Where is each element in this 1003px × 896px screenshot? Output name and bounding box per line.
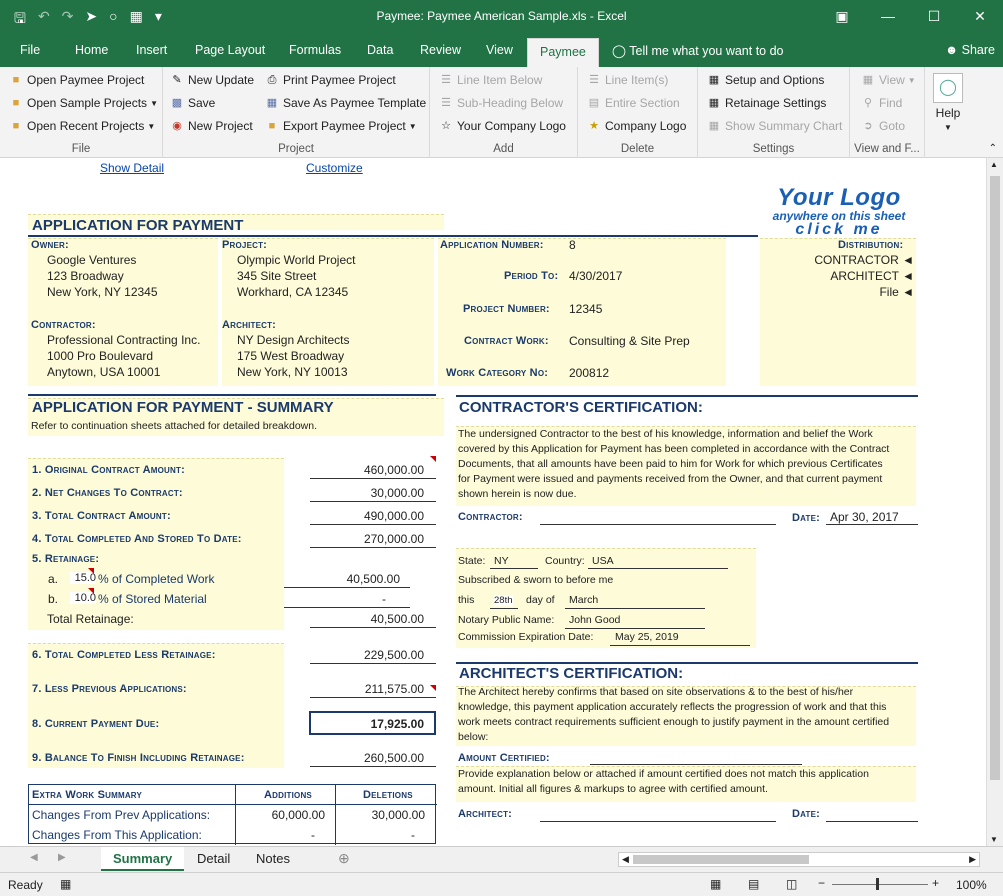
completed-less-retainage-value[interactable]: 229,500.00 (363, 648, 424, 662)
btn-label: Save As Paymee Template (283, 96, 427, 110)
window-controls (819, 0, 1003, 34)
underline (310, 663, 436, 664)
underline (610, 645, 750, 646)
state-value[interactable]: NY (494, 555, 509, 567)
architect-cert-text-1: The Architect hereby confirms that based on site observations & to the best of his/her (458, 686, 854, 698)
date-line (826, 524, 918, 525)
btn-label: Line Item Below (457, 73, 543, 87)
work-category-label: Work Category No: (446, 367, 549, 379)
project-number-value: 12345 (569, 302, 603, 316)
contract-work-label: Contract Work: (464, 335, 549, 347)
macro-record-icon[interactable]: ▦ (60, 877, 72, 891)
tab-insert[interactable]: Insert (136, 43, 168, 57)
line-item-icon: ☰ (441, 74, 451, 86)
open-paymee-project-button[interactable] (8, 73, 144, 87)
underline (565, 628, 705, 629)
owner-line-1: Google Ventures (47, 253, 137, 267)
goto-button[interactable] (860, 119, 905, 133)
btn-label: Retainage Settings (725, 96, 827, 110)
cert-date-label: Date: (792, 512, 821, 524)
scroll-down-icon[interactable]: ▼ (990, 835, 998, 844)
day-value[interactable]: 28th (494, 595, 513, 606)
extra-work-title: Extra Work Summary (32, 789, 143, 801)
ribbon-display-icon[interactable]: ▣ (835, 8, 849, 24)
star-icon: ☆ (441, 120, 451, 132)
architect-cert-title: ARCHITECT'S CERTIFICATION: (459, 665, 684, 682)
contractor-cert-text-2: covered by this Application for Payment has been completed in accordance with the Contract (458, 443, 890, 455)
group-project (163, 67, 430, 158)
new-project-icon: ◉ (172, 120, 182, 132)
status-ready: Ready (8, 878, 43, 892)
tab-review[interactable]: Review (420, 43, 461, 57)
worksheet[interactable] (0, 158, 986, 846)
underline (310, 766, 436, 767)
folder-icon: ■ (12, 97, 20, 109)
tab-file[interactable]: File (20, 43, 41, 57)
tell-me-box[interactable] (612, 43, 784, 58)
page-layout-view-icon[interactable]: ▤ (748, 877, 760, 891)
contractor-line-1: Professional Contracting Inc. (47, 333, 201, 347)
cert-date-value[interactable]: Apr 30, 2017 (830, 510, 899, 524)
form-icon[interactable]: ▦ (129, 8, 143, 24)
balance-to-finish-value[interactable]: 260,500.00 (363, 751, 424, 765)
architect-cert-text-4: below: (458, 731, 489, 743)
architect-label: Architect: (222, 319, 277, 331)
folder-icon: ■ (12, 74, 20, 86)
save-as-template-button[interactable] (264, 96, 426, 110)
project-line-3: Workhard, CA 12345 (237, 285, 349, 299)
project-label: Project: (222, 239, 268, 251)
show-summary-chart-button[interactable] (706, 119, 842, 133)
month-value[interactable]: March (569, 594, 599, 606)
app-number-label: Application Number: (440, 239, 544, 251)
divider (335, 785, 336, 845)
underline (490, 608, 518, 609)
scroll-up-icon[interactable]: ▲ (990, 160, 998, 169)
owner-line-2: 123 Broadway (47, 269, 124, 283)
total-retainage-value[interactable]: 40,500.00 (370, 612, 424, 626)
minimize-icon[interactable]: — (881, 8, 895, 24)
retainage-b-label: % of Stored Material (98, 592, 207, 606)
delete-company-logo-button[interactable] (586, 119, 686, 133)
signature-line (540, 821, 776, 822)
dayof-label: day of (526, 594, 555, 606)
architect-line-2: 175 West Broadway (237, 349, 345, 363)
collapse-ribbon-icon[interactable]: ⌃ (988, 143, 997, 154)
retainage-b-pct[interactable]: 10.0 (70, 592, 96, 604)
architect-cert-rule (456, 662, 918, 664)
zoom-level[interactable]: 100% (956, 878, 987, 892)
retainage-b-value[interactable]: - (382, 592, 386, 606)
print-paymee-project-button[interactable] (264, 73, 396, 87)
underline (310, 478, 436, 479)
extra-work-summary-table (28, 784, 436, 844)
underline (310, 501, 436, 502)
line-item-icon: ☰ (589, 74, 599, 86)
owner-label: Owner: (31, 239, 69, 251)
hscroll-thumb[interactable] (633, 855, 809, 864)
person-icon: ☻ (945, 43, 959, 57)
additions-header: Additions (264, 789, 312, 801)
close-icon[interactable]: ✕ (974, 8, 986, 24)
country-label: Country: (545, 555, 585, 567)
dropdown-icon: ▼ (408, 121, 417, 131)
share-label: Share (961, 43, 995, 57)
country-value[interactable]: USA (592, 555, 614, 567)
btn-label: Line Item(s) (605, 73, 669, 87)
lightbulb-icon: ◯ (612, 44, 626, 58)
group-label-add: Add (493, 143, 514, 155)
setup-icon: ▦ (708, 74, 720, 86)
sheet-tab-notes[interactable]: Notes (256, 851, 290, 866)
retainage-a-pct[interactable]: 15.0 (70, 572, 96, 584)
btn-label: Print Paymee Project (283, 73, 396, 87)
contract-work-value: Consulting & Site Prep (569, 334, 690, 348)
application-title: APPLICATION FOR PAYMENT (32, 217, 244, 234)
contractor-cert-text-4: for Payment were issued and payments received from the Owner, and that current payment (458, 473, 883, 485)
owner-line-3: New York, NY 12345 (47, 285, 158, 299)
group-file (0, 67, 163, 158)
total-contract-value[interactable]: 490,000.00 (363, 509, 424, 523)
line-item-below-button[interactable] (438, 73, 542, 87)
tab-scroll-left-icon[interactable]: ◀ (30, 852, 38, 863)
hscroll-right-icon[interactable]: ▶ (969, 854, 976, 864)
distribution-architect[interactable]: ARCHITECT ◄ (830, 269, 914, 283)
original-contract-label: 1. Original Contract Amount: (32, 464, 185, 476)
btn-label: Goto (879, 119, 906, 133)
underline (310, 697, 436, 698)
total-retainage-label: Total Retainage: (47, 612, 134, 626)
contractor-line-3: Anytown, USA 10001 (47, 365, 161, 379)
cert-contractor-label: Contractor: (458, 511, 523, 523)
status-bar (0, 872, 1003, 896)
help-icon: ◯ (933, 73, 963, 103)
underline (310, 547, 436, 548)
btn-label: Help (935, 106, 961, 120)
amount-certified-label: Amount Certified: (458, 752, 550, 764)
sheet-tab-summary[interactable]: Summary (101, 847, 184, 871)
btn-label: New Project (188, 119, 253, 133)
balance-to-finish-label: 9. Balance To Finish Including Retainage: (32, 752, 245, 764)
export-icon: ■ (268, 120, 276, 132)
view-button[interactable] (860, 73, 916, 87)
original-contract-value[interactable]: 460,000.00 (363, 463, 424, 477)
sheet-tab-detail[interactable]: Detail (197, 851, 231, 866)
logo-line-2: anywhere on this sheet (772, 209, 906, 223)
this-changes-deletions[interactable]: - (411, 828, 415, 842)
tab-home[interactable]: Home (75, 43, 109, 57)
contractor-cert-text-3: Documents, that all amounts have been paid to him for Work for which previous Certificates (458, 458, 883, 470)
logo-line-3: click me (795, 221, 883, 238)
amount-line (590, 764, 802, 765)
explanation-text-2: amount. Initial all figures & markups to agree with certified amount. (458, 783, 768, 795)
sub-heading-icon: ☰ (441, 97, 451, 109)
commission-value[interactable]: May 25, 2019 (615, 631, 679, 643)
window-title: Paymee: Paymee American Sample.xls - Excel (376, 9, 627, 23)
net-changes-label: 2. Net Changes To Contract: (32, 487, 183, 499)
period-to-label: Period To: (504, 270, 559, 282)
summary-note: Refer to continuation sheets attached for detailed breakdown. (31, 420, 318, 432)
group-settings (698, 67, 850, 158)
dropdown-icon: ▼ (147, 121, 156, 131)
title-bar (0, 0, 1003, 34)
retainage-settings-button[interactable] (706, 96, 826, 110)
completed-less-retainage-label: 6. Total Completed Less Retainage: (32, 649, 216, 661)
show-detail-link[interactable]: Show Detail (100, 161, 165, 175)
help-button[interactable] (933, 73, 963, 132)
new-update-icon: ✎ (172, 74, 182, 86)
prev-changes-label: Changes From Prev Applications: (32, 808, 211, 822)
your-company-logo-button[interactable] (438, 119, 566, 133)
save-button[interactable] (169, 96, 215, 110)
btn-label: Setup and Options (725, 73, 825, 87)
btn-label: Your Company Logo (457, 119, 566, 133)
ribbon (0, 67, 1003, 158)
search-icon: ⚲ (863, 97, 873, 109)
this-label: this (458, 594, 475, 606)
retainage-icon: ▦ (708, 97, 720, 109)
btn-label: Company Logo (605, 119, 687, 133)
btn-label: Sub-Heading Below (457, 96, 564, 110)
tab-paymee[interactable]: Paymee (527, 38, 599, 67)
tab-formulas[interactable]: Formulas (289, 43, 342, 57)
architect-line-1: NY Design Architects (237, 333, 350, 347)
btn-label: Entire Section (605, 96, 680, 110)
group-label-delete: Delete (620, 143, 655, 155)
zoom-in-icon[interactable]: + (932, 876, 940, 890)
printer-icon: ⎙ (267, 74, 277, 86)
chart-icon: ▦ (708, 120, 720, 132)
group-label-project: Project (278, 143, 314, 155)
architect-cert-text-3: work meets contract requirements sufficient enough to justify payment in the amount certified (458, 716, 890, 728)
floppy-icon: ▩ (171, 97, 183, 109)
divider (29, 804, 437, 805)
add-sheet-icon[interactable]: ⊕ (338, 850, 350, 866)
btn-label: Save (188, 96, 216, 110)
share-button[interactable] (945, 43, 995, 57)
btn-label: Export Paymee Project (283, 119, 406, 133)
deletions-header: Deletions (363, 789, 413, 801)
dropdown-icon: ▼ (907, 75, 916, 85)
summary-title: APPLICATION FOR PAYMENT - SUMMARY (32, 399, 334, 416)
comment-indicator (430, 685, 436, 691)
normal-view-icon[interactable]: ▦ (710, 877, 722, 891)
sheet-tabs-bar (0, 846, 1003, 872)
delete-line-items-button[interactable] (586, 73, 668, 87)
folder-icon: ■ (12, 120, 20, 132)
tab-view[interactable]: View (486, 43, 513, 57)
dropdown-icon: ▼ (944, 123, 952, 132)
date-line (826, 821, 918, 822)
comment-indicator (88, 568, 94, 574)
contractor-cert-text-5: shown herein is now due. (458, 488, 577, 500)
distribution-file[interactable]: File ◄ (879, 285, 914, 299)
underline (565, 608, 705, 609)
underline (284, 587, 410, 588)
btn-label: Show Summary Chart (725, 119, 843, 133)
find-button[interactable] (860, 96, 902, 110)
project-line-1: Olympic World Project (237, 253, 356, 267)
open-recent-projects-button[interactable] (8, 119, 155, 133)
this-changes-label: Changes From This Application: (32, 828, 202, 842)
maximize-icon[interactable]: ☐ (927, 8, 941, 24)
current-payment-label: 8. Current Payment Due: (32, 718, 160, 730)
highlight-band (28, 643, 284, 768)
project-line-2: 345 Site Street (237, 269, 317, 283)
total-contract-label: 3. Total Contract Amount: (32, 510, 171, 522)
underline (490, 568, 538, 569)
sub-heading-below-button[interactable] (438, 96, 563, 110)
prev-changes-deletions[interactable]: 30,000.00 (371, 808, 425, 822)
export-paymee-project-button[interactable] (264, 119, 417, 133)
btn-label: View (879, 73, 905, 87)
previous-applications-value[interactable]: 211,575.00 (364, 682, 424, 696)
total-completed-label: 4. Total Completed And Stored To Date: (32, 533, 242, 545)
setup-options-button[interactable] (706, 73, 824, 87)
hscroll-left-icon[interactable]: ◀ (622, 854, 629, 864)
pointer-icon[interactable]: ➤ (85, 8, 98, 24)
this-changes-additions[interactable]: - (311, 828, 315, 842)
group-add (430, 67, 578, 158)
zoom-slider-thumb[interactable] (876, 878, 879, 890)
retainage-label: 5. Retainage: (32, 553, 100, 565)
btn-label: Open Sample Projects (27, 96, 148, 110)
app-number-value: 8 (569, 238, 576, 252)
sworn-text: Subscribed & sworn to before me (458, 574, 614, 586)
tell-me-text: Tell me what you want to do (629, 44, 784, 58)
period-to-value: 4/30/2017 (569, 269, 623, 283)
prev-changes-additions[interactable]: 60,000.00 (271, 808, 325, 822)
retainage-a-prefix: a. (48, 572, 59, 586)
group-label-view: View and F... (854, 143, 920, 155)
page-break-view-icon[interactable]: ◫ (786, 877, 798, 891)
btn-label: Find (879, 96, 903, 110)
total-completed-value[interactable]: 270,000.00 (363, 532, 424, 546)
retainage-a-label: % of Completed Work (98, 572, 215, 586)
comment-indicator (430, 456, 436, 462)
notary-value[interactable]: John Good (569, 614, 621, 626)
notary-label: Notary Public Name: (458, 614, 555, 626)
delete-entire-section-button[interactable] (586, 96, 680, 110)
divider (235, 785, 236, 845)
state-label: State: (458, 555, 486, 567)
ribbon-tabs (0, 34, 1003, 67)
customize-qat-icon[interactable]: ▾ (154, 8, 162, 24)
distribution-label: Distribution: (838, 239, 904, 251)
zoom-out-icon[interactable]: − (818, 876, 826, 890)
new-update-button[interactable] (169, 73, 254, 87)
group-view-find (850, 67, 925, 158)
contractor-label: Contractor: (31, 319, 96, 331)
btn-label: New Update (188, 73, 255, 87)
vertical-scrollbar[interactable] (986, 158, 1003, 846)
section-icon: ▤ (588, 97, 600, 109)
btn-label: Open Recent Projects (27, 119, 145, 133)
underline (310, 627, 436, 628)
contractor-cert-title: CONTRACTOR'S CERTIFICATION: (459, 399, 703, 416)
view-icon: ▦ (862, 74, 874, 86)
circle-icon[interactable]: ○ (109, 8, 118, 24)
tab-scroll-right-icon[interactable]: ▶ (58, 852, 66, 863)
template-icon: ▦ (266, 97, 278, 109)
contractor-cert-text-1: The undersigned Contractor to the best of his knowledge, information and belief the Work (458, 428, 873, 440)
group-label-file: File (71, 143, 91, 155)
dropdown-icon: ▼ (150, 98, 158, 108)
cert-rule (456, 395, 918, 397)
zoom-slider[interactable] (832, 884, 928, 885)
company-logo-placeholder[interactable] (764, 184, 914, 238)
save-icon[interactable]: 🖫 (14, 10, 26, 26)
contractor-line-2: 1000 Pro Boulevard (47, 349, 154, 363)
goto-icon: ➲ (863, 120, 873, 132)
project-number-label: Project Number: (463, 303, 550, 315)
signature-line (540, 524, 776, 525)
btn-label: Open Paymee Project (27, 73, 145, 87)
cert-architect-label: Architect: (458, 808, 513, 820)
explanation-text-1: Provide explanation below or attached if amount certified does not match this application (458, 768, 869, 780)
commission-label: Commission Expiration Date: (458, 631, 594, 643)
architect-cert-text-2: knowledge, this payment application accurately reflects the progression of work and that this (458, 701, 887, 713)
underline (588, 568, 728, 569)
header-rule (28, 235, 758, 237)
retainage-b-prefix: b. (48, 592, 59, 606)
underline (284, 607, 410, 608)
customize-link[interactable]: Customize (306, 161, 363, 175)
work-category-value: 200812 (569, 366, 610, 380)
scroll-thumb[interactable] (990, 176, 1000, 780)
retainage-a-value[interactable]: 40,500.00 (346, 572, 400, 586)
tab-data[interactable]: Data (367, 43, 394, 57)
net-changes-value[interactable]: 30,000.00 (370, 486, 424, 500)
new-project-button[interactable] (169, 119, 253, 133)
architect-date-label: Date: (792, 808, 821, 820)
tab-page-layout[interactable]: Page Layout (195, 43, 266, 57)
group-label-settings: Settings (752, 143, 795, 155)
architect-line-3: New York, NY 10013 (237, 365, 348, 379)
current-payment-value: 17,925.00 (370, 717, 424, 731)
logo-line-1: Your Logo (777, 184, 901, 211)
distribution-contractor[interactable]: CONTRACTOR ◄ (814, 253, 914, 267)
group-delete (578, 67, 698, 158)
horizontal-scrollbar[interactable] (618, 852, 980, 867)
undo-icon[interactable]: ↶ (37, 8, 50, 24)
group-help (925, 67, 975, 158)
previous-applications-label: 7. Less Previous Applications: (32, 683, 187, 695)
star-delete-icon: ★ (589, 120, 599, 132)
comment-indicator (88, 588, 94, 594)
redo-icon[interactable]: ↷ (61, 8, 74, 24)
underline (310, 524, 436, 525)
open-sample-projects-button[interactable] (8, 96, 158, 110)
summary-rule (28, 394, 436, 396)
